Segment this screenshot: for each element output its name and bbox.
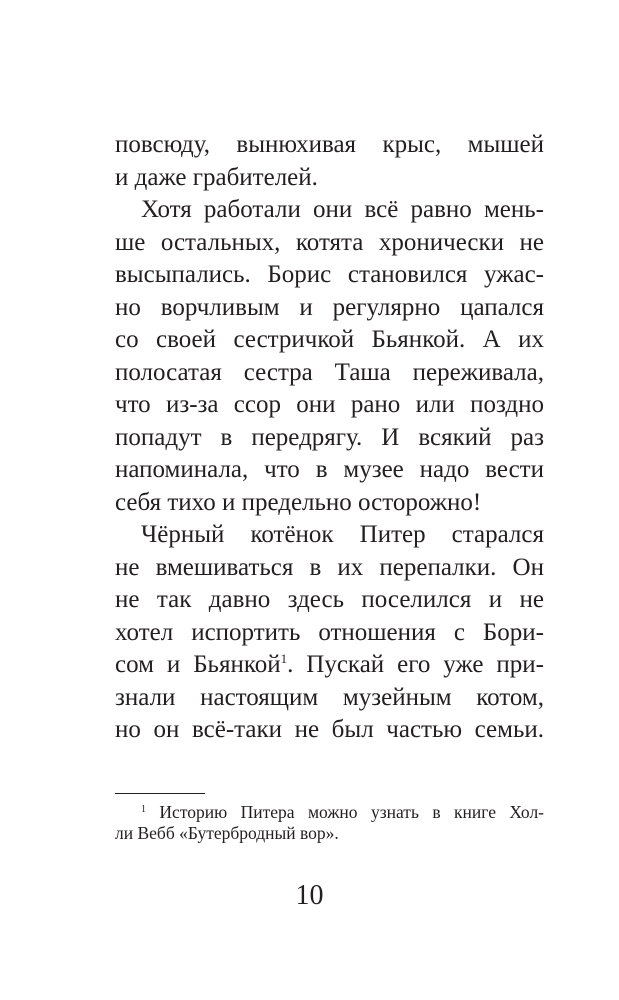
text-line: Хотя работали они всё равно мень- xyxy=(141,196,544,223)
text-line: Чёрный котёнок Питер старался xyxy=(141,521,544,548)
text-line: хотел испортить отношения с Бори- xyxy=(115,618,544,646)
text-fragment: сом и Бьянкой xyxy=(115,651,281,678)
text-line: повсюду, вынюхивая крыс, мышей xyxy=(115,131,544,158)
text-line: полосатая сестра Таша переживала, xyxy=(115,358,544,386)
footnote-reference[interactable]: 1 xyxy=(280,651,288,666)
body-text xyxy=(115,129,544,747)
text-line: не вмешиваться в их перепалки. Он xyxy=(115,553,544,581)
footnote-divider xyxy=(115,793,205,794)
text-line: попадут в передрягу. И всякий раз xyxy=(115,423,544,451)
text-line: высыпались. Борис становился ужас- xyxy=(115,261,544,288)
text-line: сом и Бьянкой$^1$. Пускай его уже при- xyxy=(115,651,544,678)
text-line: но ворчливым и регулярно цапался xyxy=(115,293,544,321)
text-fragment: Историю Питера можно узнать в книге Хол- xyxy=(159,802,545,822)
page-number: 10 xyxy=(295,880,324,911)
text-line: ше остальных, котята хронически не xyxy=(115,228,544,256)
text-fragment: Пускай его уже при- xyxy=(306,651,544,678)
footnote xyxy=(115,802,544,844)
text-line: но он всё-таки не был частью семьи. xyxy=(115,716,544,743)
text-line: со своей сестричкой Бьянкой. А их xyxy=(115,326,544,353)
text-line: не так давно здесь поселился и не xyxy=(115,586,544,613)
footnote-marker: 1 xyxy=(141,804,146,815)
text-line: себя тихо и предельно осторожно! xyxy=(115,488,482,516)
footnote-line xyxy=(115,802,544,823)
text-line: что из-за ссор они рано или поздно xyxy=(115,391,544,418)
footnote-line: ли Вебб «Бутербродный вор». xyxy=(115,823,339,843)
text-line: напоминала, что в музее надо вести xyxy=(115,456,544,483)
text-line: знали настоящим музейным котом, xyxy=(115,683,544,711)
text-line: и даже грабителей. xyxy=(115,163,318,191)
